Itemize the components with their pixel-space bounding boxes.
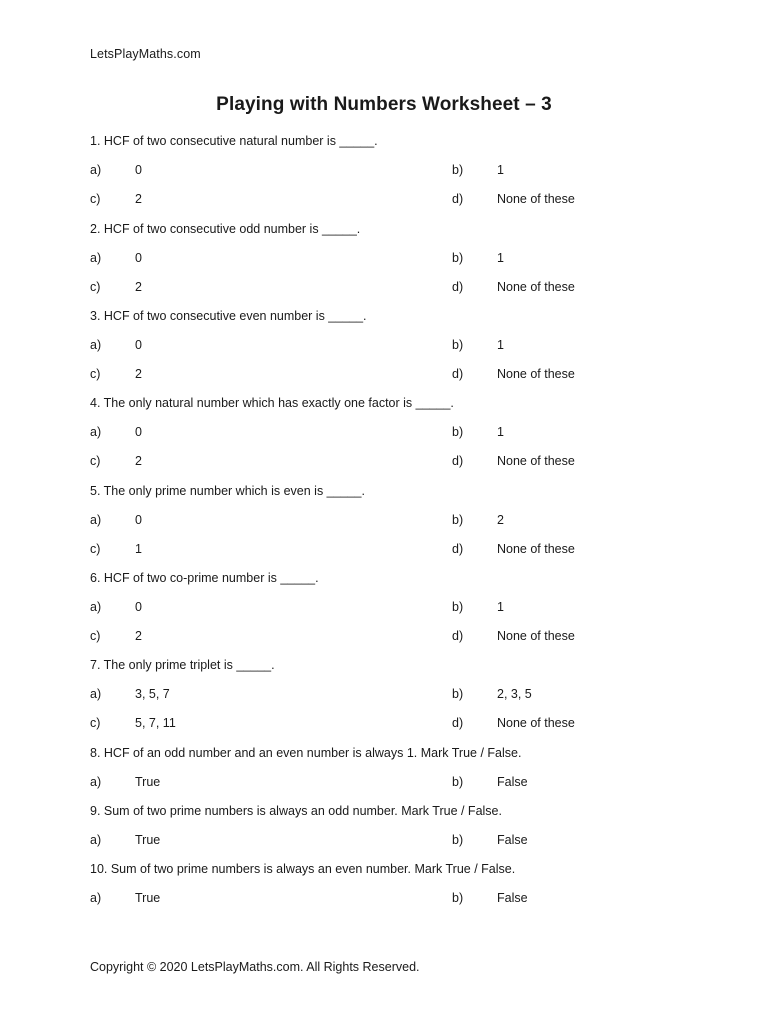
options-row (0, 192, 768, 210)
option-text: None of these (497, 192, 575, 206)
option-text: True (135, 833, 161, 847)
option-text: 2 (135, 367, 142, 381)
option-letter: a) (90, 600, 102, 614)
options-row (0, 338, 768, 356)
option-letter: d) (452, 367, 464, 381)
option-letter: d) (452, 629, 464, 643)
options-row (0, 629, 768, 647)
option-letter: c) (90, 280, 101, 294)
option-text: False (497, 833, 528, 847)
option-letter: d) (452, 280, 464, 294)
option-text: 1 (497, 163, 504, 177)
question-2: 2. HCF of two consecutive odd number is _____. (90, 222, 361, 236)
option-letter: c) (90, 542, 101, 556)
option-text: 2 (135, 454, 142, 468)
option-text: 0 (135, 425, 142, 439)
option-letter: d) (452, 542, 464, 556)
question-4: 4. The only natural number which has exactly one factor is _____. (90, 396, 454, 410)
option-text: None of these (497, 629, 575, 643)
options-row (0, 251, 768, 269)
option-letter: c) (90, 629, 101, 643)
option-text: 2 (135, 192, 142, 206)
question-6: 6. HCF of two co-prime number is _____. (90, 571, 319, 585)
option-text: False (497, 891, 528, 905)
option-text: None of these (497, 367, 575, 381)
option-letter: b) (452, 338, 464, 352)
option-text: True (135, 775, 161, 789)
options-row (0, 687, 768, 705)
option-letter: b) (452, 891, 464, 905)
option-text: False (497, 775, 528, 789)
option-text: 2 (135, 280, 142, 294)
options-row (0, 513, 768, 531)
question-9: 9. Sum of two prime numbers is always an odd number. Mark True / False. (90, 804, 502, 818)
options-row (0, 775, 768, 793)
option-text: 5, 7, 11 (135, 716, 176, 730)
options-row (0, 600, 768, 618)
option-text: None of these (497, 454, 575, 468)
option-letter: a) (90, 338, 102, 352)
option-text: 1 (497, 425, 504, 439)
option-text: 1 (497, 600, 504, 614)
options-row (0, 891, 768, 909)
option-letter: b) (452, 600, 464, 614)
option-text: True (135, 891, 161, 905)
option-letter: b) (452, 833, 464, 847)
option-letter: a) (90, 163, 102, 177)
option-text: 2 (135, 629, 142, 643)
option-letter: b) (452, 425, 464, 439)
options-row (0, 454, 768, 472)
question-10: 10. Sum of two prime numbers is always an even number. Mark True / False. (90, 862, 516, 876)
option-letter: b) (452, 513, 464, 527)
options-row (0, 833, 768, 851)
question-1: 1. HCF of two consecutive natural number is _____. (90, 134, 378, 148)
option-letter: b) (452, 251, 464, 265)
option-text: None of these (497, 280, 575, 294)
option-letter: b) (452, 687, 464, 701)
question-7: 7. The only prime triplet is _____. (90, 658, 275, 672)
option-text: 0 (135, 513, 142, 527)
options-row (0, 425, 768, 443)
options-row (0, 542, 768, 560)
question-8: 8. HCF of an odd number and an even number is always 1. Mark True / False. (90, 746, 522, 760)
option-text: 0 (135, 251, 142, 265)
question-5: 5. The only prime number which is even is _____. (90, 484, 365, 498)
options-row (0, 280, 768, 298)
option-letter: a) (90, 891, 102, 905)
options-row (0, 163, 768, 181)
options-row (0, 367, 768, 385)
option-letter: d) (452, 454, 464, 468)
copyright-footer: Copyright © 2020 LetsPlayMaths.com. All Rights Reserved. (90, 960, 420, 974)
site-name: LetsPlayMaths.com (90, 47, 201, 61)
option-letter: a) (90, 425, 102, 439)
option-text: 3, 5, 7 (135, 687, 170, 701)
option-letter: a) (90, 251, 102, 265)
option-letter: a) (90, 687, 102, 701)
option-letter: b) (452, 775, 464, 789)
option-text: 1 (135, 542, 142, 556)
option-letter: c) (90, 192, 101, 206)
option-letter: c) (90, 454, 101, 468)
page-title: Playing with Numbers Worksheet – 3 (216, 94, 552, 115)
option-letter: c) (90, 367, 101, 381)
option-letter: c) (90, 716, 101, 730)
option-text: None of these (497, 542, 575, 556)
question-3: 3. HCF of two consecutive even number is _____. (90, 309, 367, 323)
option-text: 1 (497, 338, 504, 352)
option-letter: b) (452, 163, 464, 177)
option-text: None of these (497, 716, 575, 730)
option-letter: a) (90, 775, 102, 789)
option-letter: a) (90, 513, 102, 527)
option-text: 0 (135, 600, 142, 614)
options-row (0, 716, 768, 734)
option-text: 2 (497, 513, 504, 527)
option-text: 2, 3, 5 (497, 687, 532, 701)
option-text: 0 (135, 338, 142, 352)
option-letter: a) (90, 833, 102, 847)
option-text: 1 (497, 251, 504, 265)
option-letter: d) (452, 192, 464, 206)
option-letter: d) (452, 716, 464, 730)
option-text: 0 (135, 163, 142, 177)
